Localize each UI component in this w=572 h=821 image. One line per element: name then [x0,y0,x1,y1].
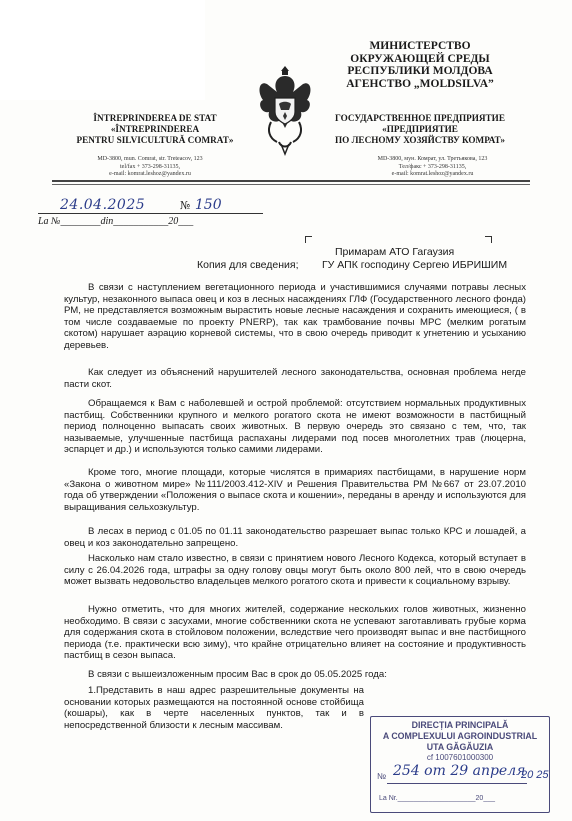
stamp-number-sign: № [377,771,387,781]
paragraph: В связи с наступлением вегетационного периода и участившимися случаями потравы лесных культур, незаконного выпаса овец и коз в лесных насаждениях ГЛФ (Государственного лесного фонда) РМ, не представляется возможным вырастить новые лесные насаждения и сохранить имеющиеся, ( в том числе создаваемые по проекту PNERP), так как трамбование почвы МРС (мелким рогатым скотом) нарушает аэрацию корневой системы, что в свою очередь приводит к угнетению и усыханию деревьев. [64,282,526,351]
paragraph: Нужно отметить, что для многих жителей, содержание нескольких голов животных, жизненно необходимо. В связи с засухами, многие собственники скота не успевают заготавливать грубые корма для содержания скота в стойловом положении, вследствие чего производят выпас и вне пастбищного периода (т.е. практически всю зиму), что крайне отрицательно влияет на состояние и продуктивность пастбищ в сезон выпаса. [64,604,526,661]
paragraph: В связи с вышеизложенным просим Вас в срок до 05.05.2025 года: [88,669,387,680]
stamp-line: A COMPLEXULUI AGROINDUSTRIAL [382,731,538,741]
number-sign: № [180,199,191,212]
address-corner-left [305,236,312,243]
stamp-year: 20 25 [521,769,549,781]
la-number-label: La №________din___________20___ [38,216,194,227]
letterhead-divider-thin [52,184,530,185]
letterhead-ministry: МИНИСТЕРСТВО ОКРУЖАЮЩЕЙ СРЕДЫ РЕСПУБЛИКИ МОЛДОВА АГЕНСТВО „MOLDSILVA” [346,40,494,90]
ref-underline [38,213,263,214]
stamp-line: cf 1007601000300 [426,753,494,762]
stamp-la-line: La Nr.____________________20___ [379,795,496,802]
paragraph-request-item: 1.Представить в наш адрес разрешительные документы на основании которых размещаются на постоянной основе стойбища (кошары), как в черте населенных пунктов, так и в непосредственной близости к лесным массивам. [64,685,364,731]
paragraph: Обращаемся к Вам с наболевшей и острой проблемой: отсутствием нормальных продуктивных пастбищ. Собственники крупного и мелкого рогатого скота не имеют возможности в пастбищный период полноценно выпасать своих животных. В первую очередь это связано с тем, что, так называемые, улучшенные пастбища распаханы лидерами под посев многолетних трав (люцерна, эспарцет и др.) и используются только самими лидерами. [64,398,526,455]
letterhead-right-title: ГОСУДАРСТВЕННОЕ ПРЕДПРИЯТИЕ «ПРЕДПРИЯТИЕ ПО ЛЕСНОМУ ХОЗЯЙСТВУ КОМРАТ» [335,113,505,145]
letterhead-left-address: MD-3800, mun. Comrat, str. Treteacov, 123 tel/fax + 373-298-31135, e-mail: komrat.leshoz@yandex.ru [97,156,203,177]
paragraph: Насколько нам стало известно, в связи с принятием нового Лесного Кодекса, который вступает в силу с 26.04.2026 года, штрафы за одну голову овцы могут быть около 800 лей, что в свою очередь может вызвать недовольство владельцев мелкого рогатого скота и привести к социальному взрыву. [64,553,526,587]
redacted-area [0,0,205,100]
address-corner-right [485,236,492,243]
addressee-line-2: ГУ АПК господину Сергею ИБРИШИМ [322,259,508,271]
handwritten-date: 24.04.2025 [60,197,146,213]
addressee-line-1: Примарам АТО Гагаузия [335,246,455,258]
registration-stamp [370,716,550,813]
letterhead-left-title: ÎNTREPRINDEREA DE STAT «ÎNTREPRINDEREA PENTRU SILVICULTURĂ COMRAT» [76,113,234,145]
letterhead-right-address: MD-3800, мун. Комрат, ул. Третьякова, 123 Тел/факс + 373-298-31135, e-mail: komrat.leshoz@yandex.ru [377,156,488,177]
handwritten-number [180,197,222,213]
handwritten-number-value: 150 [194,197,222,213]
paragraph: Как следует из объяснений нарушителей лесного законодательства, основная проблема негде пасти скот. [64,367,526,390]
stamp-line: DIRECȚIA PRINCIPALĂ [411,720,509,730]
stamp-handwritten-entry: 254 от 29 апреля [393,763,526,779]
letterhead-divider [52,180,530,182]
stamp-underline [387,783,527,784]
copy-for-info: Копия для сведения; [197,259,299,271]
coat-of-arms-emblem [255,62,315,160]
paragraph: Кроме того, многие площади, которые числятся в примариях пастбищами, в нарушение норм «Закона о животном мире» №111/2003.412-XIV и Решения Правительства РМ №667 от 23.07.2010 года об утверждении «Положения о выпасе скота и кошении», переданы в аренду и используются для выращивания сельхозкультур. [64,467,526,513]
paragraph: В лесах в период с 01.05 по 01.11 законодательство разрешает выпас только КРС и лошадей, а овец и коз законодательно запрещено. [64,526,526,549]
stamp-line: UTA GĂGĂUZIA [426,742,494,752]
